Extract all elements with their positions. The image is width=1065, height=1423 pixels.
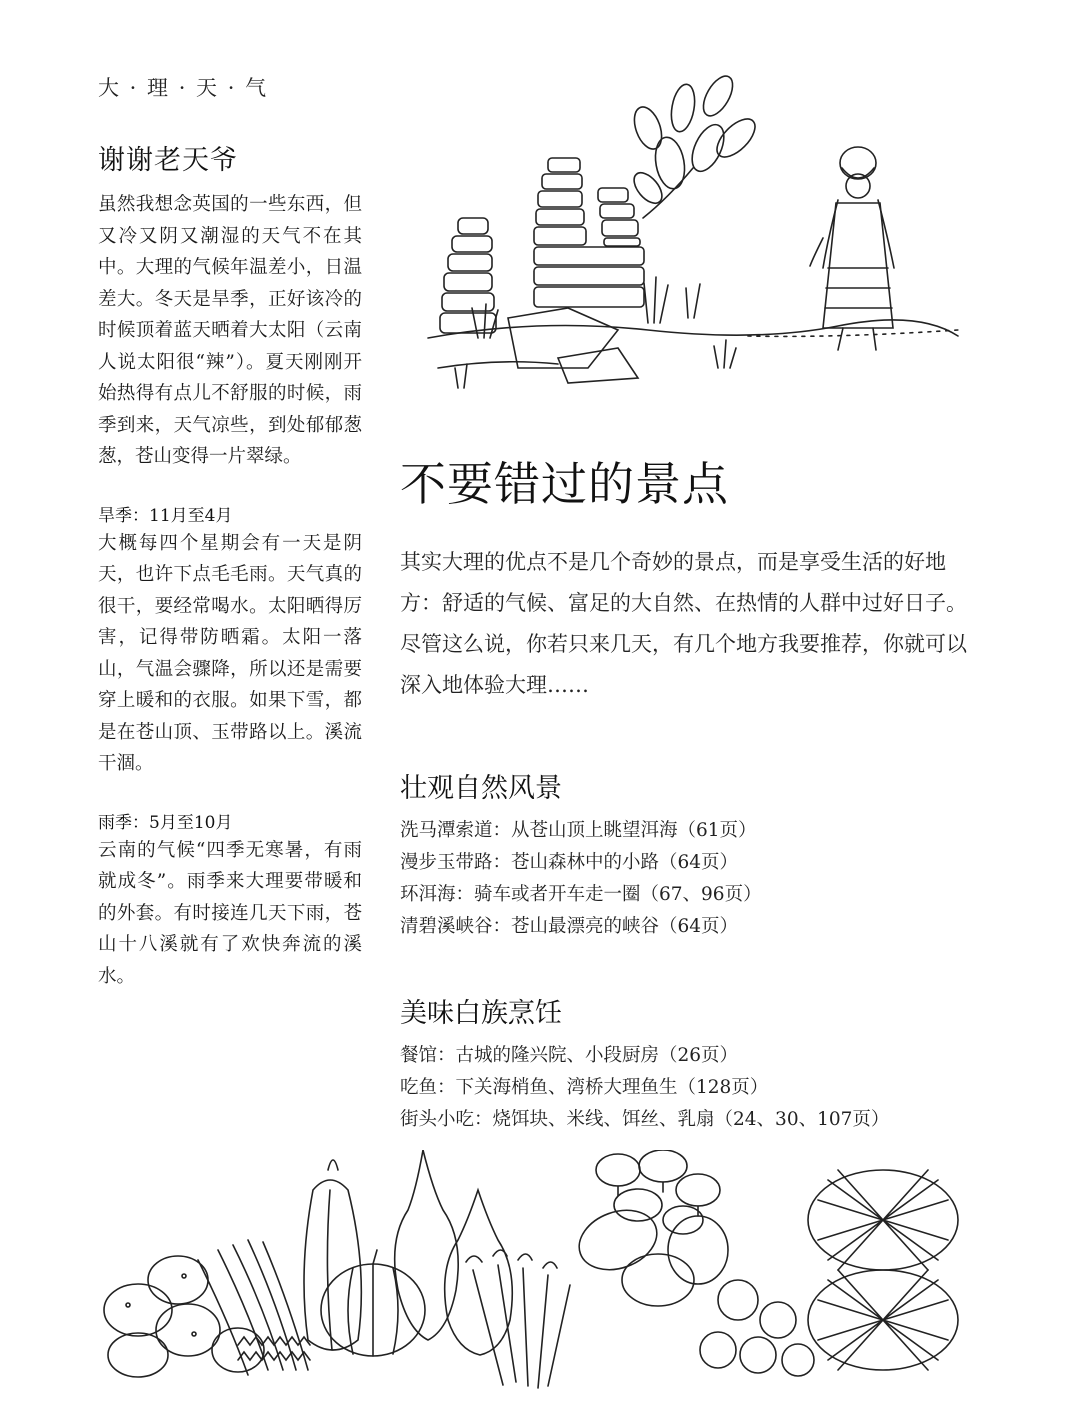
list-item: 吃鱼：下关海梢鱼、湾桥大理鱼生（128页） (400, 1077, 769, 1098)
dry-season-label: 旱季：11月至4月 (98, 505, 233, 526)
sights-title: 不要错过的景点 (400, 457, 729, 511)
weather-heading: 谢谢老天爷 (98, 145, 238, 176)
wet-season-text: 云南的气候“四季无寒暑，有雨就成冬”。雨季来大理要带暖和的外套。有时接连几天下雨，苍山十八溪就有了欢快奔流的溪水。 (98, 839, 362, 987)
pumpkin (321, 1250, 425, 1356)
running-head: 大 · 理 · 天 · 气 (98, 76, 269, 100)
cactus (629, 71, 762, 218)
carrots (466, 1250, 570, 1388)
ruins-cactus-woman-illustration (418, 68, 968, 413)
weather-intro: 虽然我想念英国的一些东西，但又冷又阴又潮湿的天气不在其中。大理的气候年温差小，日温差大。冬天是旱季，正好该冷的时候顶着蓝天晒着大太阳（云南人说太阳很“辣”）。夏天刚刚开始热得有点儿不舒服的时候，雨季到来，天气凉些，到处郁郁葱葱，苍山变得一片翠绿。 (98, 194, 362, 467)
dry-season-text: 大概每四个星期会有一天是阴天，也许下点毛毛雨。天气真的很干，要经常喝水。太阳晒得厉害，记得带防晒霜。太阳一落山，气温会骤降，所以还是需要穿上暖和的衣服。如果下雪，都是在苍山顶、玉带路以上。溪流干涸。 (98, 532, 362, 774)
wet-season-label: 雨季：5月至10月 (98, 812, 233, 833)
nature-heading: 壮观自然风景 (400, 773, 562, 804)
stone-ruin-middle (534, 158, 644, 307)
sights-intro: 其实大理的优点不是几个奇妙的景点，而是享受生活的好地方：舒适的气候、富足的大自然、在热情的人群中过好日子。尽管这么说，你若只来几天，有几个地方我要推荐，你就可以深入地体验大理…… (400, 550, 967, 697)
list-item: 漫步玉带路：苍山森林中的小路（64页） (400, 852, 739, 873)
food-list (400, 1040, 980, 1136)
nature-list (400, 815, 980, 943)
gourds (395, 1150, 513, 1355)
squash (304, 1160, 361, 1350)
food-heading: 美味白族烹饪 (400, 998, 562, 1029)
list-item: 洗马潭索道：从苍山顶上眺望洱海（61页） (400, 820, 757, 841)
stone-pile-left (440, 218, 496, 333)
vegetables-illustration (98, 1150, 970, 1390)
list-item: 餐馆：古城的隆兴院、小段厨房（26页） (400, 1045, 739, 1066)
mushrooms (596, 1150, 720, 1234)
sights-column (400, 448, 980, 1136)
root-vegetables (571, 1200, 728, 1306)
potatoes (104, 1256, 264, 1377)
chestnuts (700, 1280, 814, 1376)
weather-column (98, 138, 362, 992)
netted-melons (808, 1170, 958, 1370)
list-item: 街头小吃：烧饵块、米线、饵丝、乳扇（24、30、107页） (400, 1109, 890, 1130)
list-item: 清碧溪峡谷：苍山最漂亮的峡谷（64页） (400, 916, 739, 937)
list-item: 环洱海：骑车或者开车走一圈（67、96页） (400, 884, 762, 905)
